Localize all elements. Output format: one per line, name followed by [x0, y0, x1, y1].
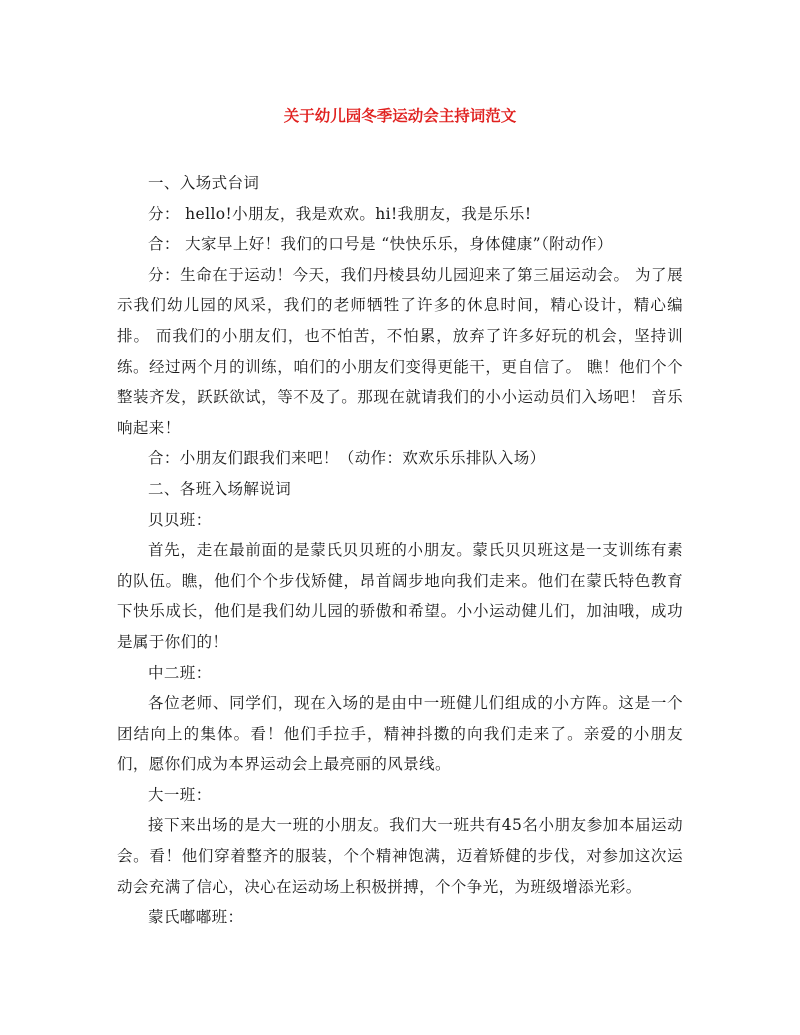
paragraph-together-greeting: 合： 大家早上好！我们的口号是 “快快乐乐，身体健康”（附动作） [148, 235, 613, 254]
class-heading-dudu: 蒙氏嘟嘟班： [148, 908, 244, 927]
paragraph-zhonger: 各位老师、同学们，现在入场的是由中一班健儿们组成的小方阵。这是一个团结向上的集体。看！他们手拉手，精神抖擞的向我们走来了。亲爱的小朋友们，愿你们成为本界运动会上最亮丽的风景线。 [117, 694, 683, 774]
paragraph-beibei: 首先，走在最前面的是蒙氏贝贝班的小朋友。蒙氏贝贝班这是一支训练有素的队伍。瞧，他们个个步伐矫健，昂首阔步地向我们走来。他们在蒙氏特色教育下快乐成长，他们是我们幼儿园的骄傲和希望。小小运动健儿们，加油哦，成功是属于你们的！ [117, 541, 683, 651]
class-heading-zhonger: 中二班： [148, 663, 212, 682]
document-body [117, 168, 683, 933]
paragraph-split-intro: 分： hello!小朋友，我是欢欢。hi!我朋友，我是乐乐! [148, 204, 532, 223]
paragraph-opening-speech: 分：生命在于运动！今天，我们丹棱县幼儿园迎来了第三届运动会。 为了展示我们幼儿园的风采，我们的老师牺牲了许多的休息时间，精心设计，精心编排。 而我们的小朋友们，也不怕苦，不怕累，放弃了许多好玩的机会，坚持训练。经过两个月的训练，咱们的小朋友们变得更能干，更自信了。 瞧！他们个个整装齐发，跃跃欲试，等不及了。那现在就请我们的小小运动员们入场吧！ 音乐响起来！ [117, 265, 683, 437]
document-title: 关于幼儿园冬季运动会主持词范文 [283, 106, 517, 125]
paragraph-together-entry: 合：小朋友们跟我们来吧！（动作：欢欢乐乐排队入场） [148, 449, 546, 468]
class-heading-beibei: 贝贝班： [148, 510, 212, 529]
section-heading-entrance: 一、入场式台词 [148, 174, 260, 192]
section-heading-class-commentary: 二、各班入场解说词 [148, 479, 292, 498]
class-heading-dayi: 大一班： [148, 785, 212, 804]
paragraph-dayi: 接下来出场的是大一班的小朋友。我们大一班共有45名小朋友参加本届运动会。看！他们穿着整齐的服装，个个精神饱满，迈着矫健的步伐，对参加这次运动会充满了信心，决心在运动场上积极拼搏，个个争光，为班级增添光彩。 [117, 816, 683, 896]
